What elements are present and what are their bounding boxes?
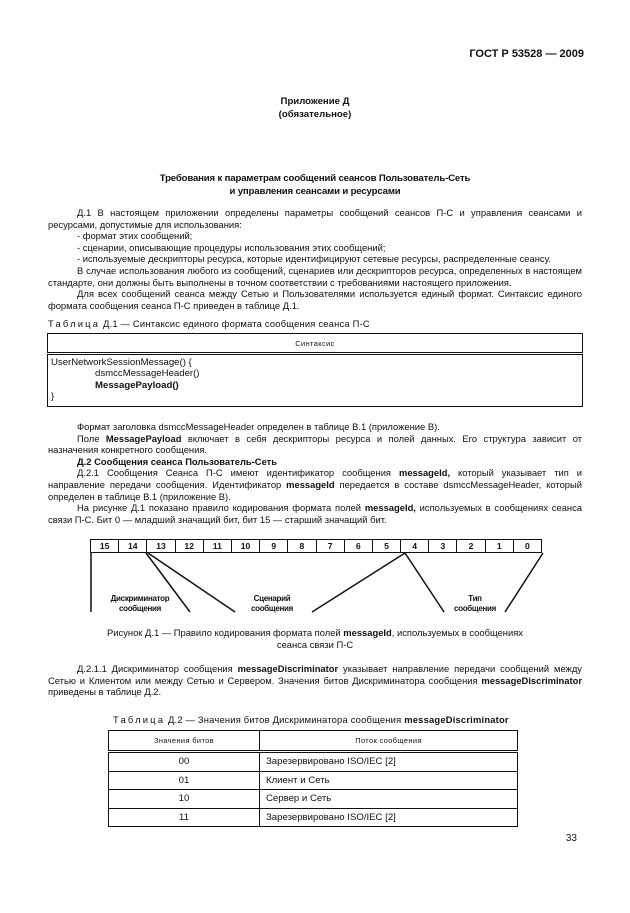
cell-bit-value: 01: [109, 771, 260, 790]
table-row: [109, 790, 518, 809]
bit-cell: 6: [345, 540, 373, 552]
label-line: сообщения: [453, 604, 497, 613]
table2-caption-text: Д.2 — Значения битов Дискриминатора сообщения: [165, 714, 405, 725]
syntax-line: dsmccMessageHeader(): [95, 368, 200, 380]
figure1-caption-line2: сеанса связи П-С: [276, 639, 354, 650]
table1-caption-text: Д.1 — Синтаксис единого формата сообщения сеанса П-С: [100, 318, 370, 329]
discriminator-values-table: [108, 730, 518, 827]
bit-cell: 8: [288, 540, 316, 552]
cell-bit-value: 00: [109, 752, 260, 772]
text-run: включает в себя дескрипторы ресурса и полей данных. Его структура зависит от назначения конкретного сообщения.: [48, 432, 582, 456]
text-run: Рисунок Д.1 — Правило кодирования формата полей: [107, 627, 344, 638]
annex-heading: [0, 95, 630, 121]
table1-caption: [48, 318, 370, 329]
bit-cell: 12: [176, 540, 204, 552]
paragraph: [48, 433, 582, 456]
bit-cell: 15: [91, 540, 119, 552]
annex-title: Приложение Д: [280, 96, 350, 107]
table-row: [109, 808, 518, 827]
text-run: указывает направление передачи сообщений между Сетью и Клиентом или между Сетью и Сервером. Значения битов Дискриминатора сообщения: [48, 663, 582, 686]
cell-message-flow: Зарезервировано ISO/IEC [2]: [260, 808, 518, 827]
page-number: 33: [565, 833, 577, 844]
bit-cell: 0: [525, 541, 530, 551]
text-run-bold: MessagePayload: [105, 432, 182, 444]
label-line: Тип: [468, 594, 482, 603]
text-run: Д.2.1 Сообщения Сеанса П-С имеют идентификатор сообщения: [77, 467, 399, 479]
bit-cell: 11: [204, 540, 232, 552]
label-line: сообщения: [118, 604, 162, 613]
text-run: приведены в таблице Д.2.: [48, 686, 162, 698]
column-header-bit-values: Значения битов: [109, 731, 260, 752]
table1-caption-prefix: Таблица: [48, 318, 101, 329]
bit-cell: 10: [232, 540, 260, 552]
text-run: передается в составе dsmccMessageHeader, который определен в таблице В.1 (приложение В).: [48, 478, 582, 502]
label-line: сообщения: [250, 604, 294, 613]
bit-cell: 4: [401, 540, 429, 552]
bit-cell: 2: [457, 540, 485, 552]
syntax-table: [47, 333, 583, 407]
bit-cell: 5: [373, 540, 401, 552]
paragraph-d211: [48, 663, 582, 698]
paragraph: Формат заголовка dsmccMessageHeader определен в таблице В.1 (приложение В).: [77, 421, 440, 432]
figure1-caption-line1: [0, 627, 630, 639]
bit-cell: 13: [147, 540, 175, 552]
table2-caption-bold: messageDiscriminator: [404, 714, 509, 725]
bit-cell: 14: [119, 540, 147, 552]
text-run: используемых в сообщениях сеанса связи П-С. Бит 0 — младший значащий бит, бит 15 — старший значащий бит.: [48, 502, 582, 525]
cell-message-flow: Зарезервировано ISO/IEC [2]: [260, 752, 518, 772]
table-row: [109, 771, 518, 790]
text-run: , используемых в сообщениях: [391, 627, 523, 638]
syntax-line: }: [51, 391, 55, 403]
body-section-2: [48, 421, 582, 525]
cell-bit-value: 11: [109, 808, 260, 827]
document-standard-number: ГОСТ Р 53528 — 2009: [469, 48, 584, 60]
text-run-bold: messageDiscriminator: [237, 663, 339, 674]
intro-section: [48, 207, 582, 311]
text-run: Поле: [77, 432, 106, 444]
paragraph: [48, 502, 582, 525]
text-run-bold: messageDiscriminator: [481, 674, 582, 686]
text-run-bold: messageId,: [398, 467, 451, 479]
list-item: - используемые дескрипторы ресурса, которые идентифицируют сетевые ресурсы, распределенные сеансу.: [77, 253, 551, 265]
label-line: Сценарий: [253, 594, 291, 603]
text-run: На рисунке Д.1 показано правило кодирования формата полей: [77, 502, 365, 514]
bit-cell: 1: [486, 540, 514, 552]
figure1-caption: [0, 627, 630, 651]
list-item: - сценарии, описывающие процедуры использования этих сообщений;: [77, 241, 386, 253]
list-item: - формат этих сообщений;: [77, 230, 193, 242]
text-run: который указывает тип и направление передачи сообщения. Идентификатор: [48, 467, 583, 490]
subsection-heading-d2: Д.2 Сообщения сеанса Пользователь-Сеть: [77, 455, 278, 467]
paragraph: Для всех сообщений сеанса между Сетью и Пользователями используется единый формат. Синтаксис единого формата сообщения сеанса П-С приведен в таблице Д.1.: [48, 288, 582, 311]
label-line: Дискриминатор: [110, 594, 170, 603]
bit-cell: 3: [429, 540, 457, 552]
text-run-bold: messageId: [343, 627, 392, 638]
body-section-3: [48, 663, 582, 698]
syntax-line: MessagePayload(): [95, 379, 179, 391]
paragraph-d1: Д.1 В настоящем приложении определены параметры сообщений сеансов П-С и управления сеансами и ресурсами, допустимые для использования:: [48, 207, 582, 230]
paragraph: В случае использования любого из сообщений, сценариев или дескрипторов ресурса, определенных в настоящем стандарте, они должны быть выполнены в точном соответствии с требованиями настоящего приложения.: [48, 264, 582, 288]
section-title-line1: Требования к параметрам сообщений сеансов Пользователь-Сеть: [159, 173, 471, 184]
bit-field-diagram: [90, 539, 542, 553]
text-run: Д.2.1.1 Дискриминатор сообщения: [77, 663, 238, 674]
syntax-line: UserNetworkSessionMessage() {: [51, 357, 192, 368]
syntax-cell: [48, 354, 583, 407]
bit-cell: 9: [260, 540, 288, 552]
column-header-message-flow: Поток сообщения: [260, 731, 518, 752]
label-message-scenario: [236, 594, 308, 614]
section-title: [0, 172, 630, 198]
cell-bit-value: 10: [109, 790, 260, 809]
paragraph-d21: [48, 467, 582, 502]
text-run-bold: messageId,: [364, 502, 416, 514]
label-message-discriminator: [100, 594, 180, 614]
table-row: [109, 752, 518, 772]
table2-caption-prefix: Таблица: [113, 714, 166, 725]
table1-header: Синтаксис: [48, 334, 583, 354]
section-title-line2: и управления сеансами и ресурсами: [229, 186, 401, 197]
cell-message-flow: Клиент и Сеть: [260, 771, 518, 790]
table2-caption: [113, 714, 509, 725]
label-message-type: [440, 594, 510, 614]
cell-message-flow: Сервер и Сеть: [260, 790, 518, 809]
text-run-bold: messageId: [286, 478, 335, 490]
annex-status: (обязательное): [278, 109, 352, 120]
bit-cell: 7: [317, 540, 345, 552]
